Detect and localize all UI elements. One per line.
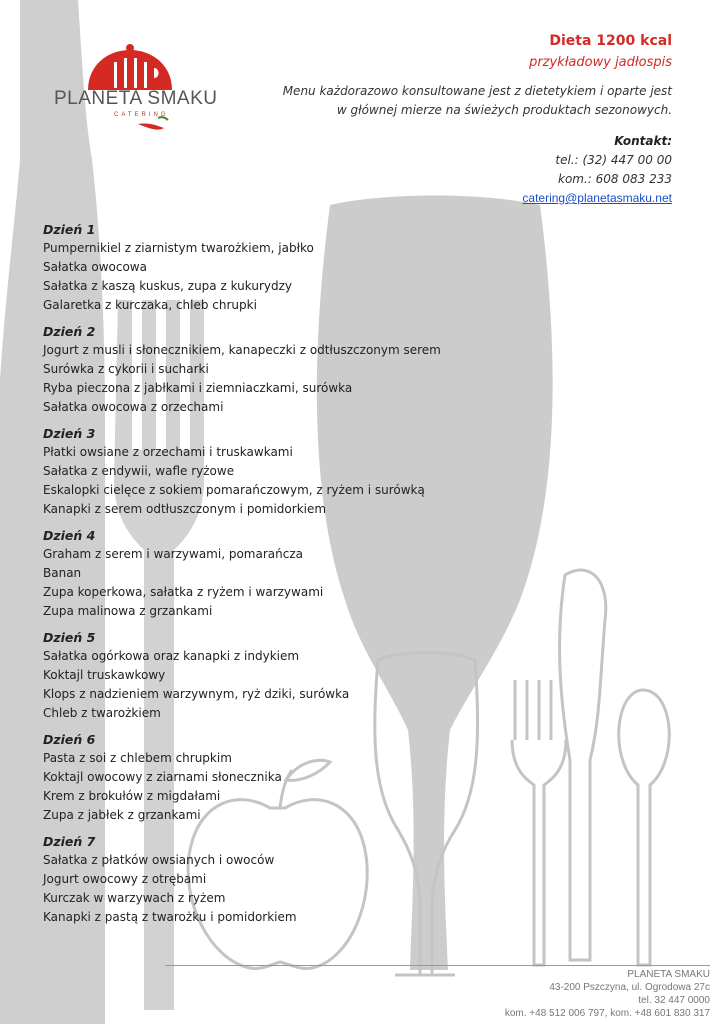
meal-item: Koktajl truskawkowy	[43, 668, 166, 682]
footer-mobile: kom. +48 512 006 797, kom. +48 601 830 317	[504, 1008, 710, 1019]
meal-item: Zupa koperkowa, sałatka z ryżem i warzywami	[43, 585, 324, 599]
meal-item: Galaretka z kurczaka, chleb chrupki	[43, 298, 257, 312]
note-line: w głównej mierze na świeżych produktach sezonowych.	[336, 103, 672, 117]
day-title: Dzień 4	[43, 528, 96, 543]
meal-item: Banan	[43, 566, 82, 580]
meal-item: Graham z serem i warzywami, pomarańcza	[43, 547, 303, 561]
meal-item: Płatki owsiane z orzechami i truskawkami	[43, 445, 293, 459]
meal-item: Pasta z soi z chlebem chrupkim	[43, 751, 232, 765]
diet-title: Dieta 1200 kcal	[549, 33, 672, 49]
day-title: Dzień 6	[43, 732, 96, 747]
day-section	[43, 322, 483, 417]
meal-item: Klops z nadzieniem warzywnym, ryż dziki, surówka	[43, 687, 350, 701]
meal-item: Krem z brokułów z migdałami	[43, 789, 221, 803]
day-title: Dzień 7	[43, 834, 96, 849]
meal-item: Zupa malinowa z grzankami	[43, 604, 213, 618]
day-section	[43, 832, 483, 927]
day-section	[43, 220, 483, 315]
meal-item: Surówka z cykorii i sucharki	[43, 362, 209, 376]
meal-item: Jogurt z musli i słonecznikiem, kanapeczki z odtłuszczonym serem	[43, 343, 441, 357]
footer	[505, 968, 710, 1020]
contact-title: Kontakt:	[614, 134, 672, 148]
menu-list	[43, 220, 483, 934]
meal-item: Chleb z twarożkiem	[43, 706, 161, 720]
contact-mobile: kom.: 608 083 233	[558, 172, 672, 186]
meal-item: Sałatka z płatków owsianych i owoców	[43, 853, 275, 867]
note-line: Menu każdorazowo konsultowane jest z dietetykiem i oparte jest	[282, 84, 672, 98]
meal-item: Sałatka owocowa	[43, 260, 147, 274]
meal-item: Sałatka z endywii, wafle ryżowe	[43, 464, 235, 478]
day-section	[43, 424, 483, 519]
day-section	[43, 730, 483, 825]
meal-item: Kanapki z pastą z twarożku i pomidorkiem	[43, 910, 297, 924]
meal-item: Sałatka z kaszą kuskus, zupa z kukurydzy	[43, 279, 292, 293]
footer-company: PLANETA SMAKU	[627, 969, 710, 980]
contact-phone: tel.: (32) 447 00 00	[555, 153, 672, 167]
meal-item: Eskalopki cielęce z sokiem pomarańczowym, z ryżem i surówką	[43, 483, 425, 497]
logo-name: PLANETA SMAKU	[54, 88, 218, 109]
diet-subtitle: przykładowy jadłospis	[529, 55, 672, 70]
meal-item: Sałatka ogórkowa oraz kanapki z indykiem	[43, 649, 300, 663]
day-title: Dzień 5	[43, 630, 96, 645]
day-title: Dzień 3	[43, 426, 96, 441]
meal-item: Pumpernikiel z ziarnistym twarożkiem, jabłko	[43, 241, 314, 255]
meal-item: Kurczak w warzywach z ryżem	[43, 891, 226, 905]
header	[283, 30, 672, 208]
meal-item: Koktajl owocowy z ziarnami słonecznika	[43, 770, 282, 784]
logo-tagline: CATERING	[114, 112, 169, 118]
footer-divider	[165, 965, 710, 966]
meal-item: Jogurt owocowy z otrębami	[43, 872, 207, 886]
contact-email-link[interactable]: catering@planetasmaku.net	[522, 191, 672, 205]
meal-item: Zupa z jabłek z grzankami	[43, 808, 201, 822]
day-section	[43, 628, 483, 723]
meal-item: Sałatka owocowa z orzechami	[43, 400, 224, 414]
meal-item: Ryba pieczona z jabłkami i ziemniaczkami, surówka	[43, 381, 353, 395]
day-title: Dzień 1	[43, 222, 96, 237]
day-title: Dzień 2	[43, 324, 96, 339]
footer-phone: tel. 32 447 0000	[638, 995, 710, 1006]
day-section	[43, 526, 483, 621]
footer-address: 43-200 Pszczyna, ul. Ogrodowa 27c	[549, 982, 710, 993]
meal-item: Kanapki z serem odtłuszczonym i pomidorkiem	[43, 502, 327, 516]
